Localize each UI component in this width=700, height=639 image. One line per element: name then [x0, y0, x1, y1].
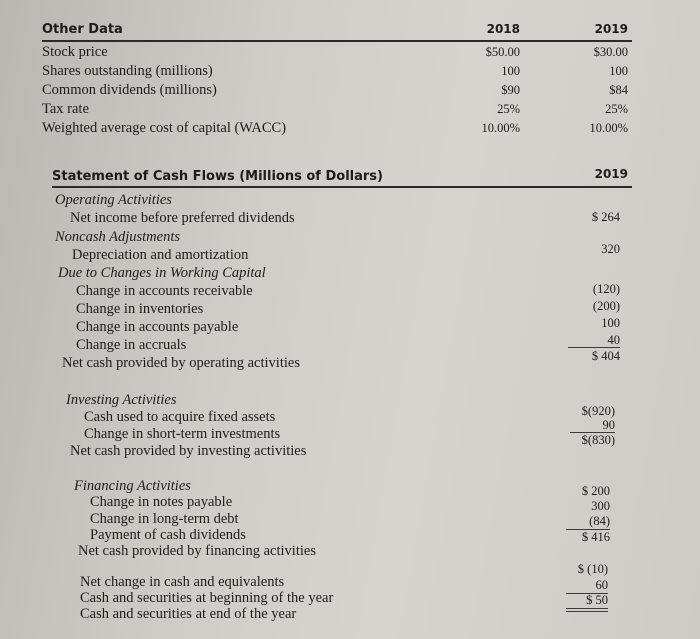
- depreciation-label: Depreciation and amortization: [72, 247, 249, 263]
- accounts-receivable-value: (120): [592, 282, 620, 296]
- inventories-value: (200): [592, 299, 620, 313]
- other-data-title: Other Data: [42, 22, 123, 37]
- value-2018-dividends: $90: [501, 83, 520, 97]
- accounts-payable-label: Change in accounts payable: [76, 319, 239, 335]
- row-label-stock-price: Stock price: [42, 44, 108, 60]
- cash-dividends-value: (84): [589, 514, 610, 528]
- financing-total-label: Net cash provided by financing activities: [78, 543, 316, 559]
- fixed-assets-label: Cash used to acquire fixed assets: [84, 409, 276, 425]
- value-2018-stock-price: $50.00: [485, 45, 520, 59]
- notes-payable-value: $ 200: [581, 484, 610, 498]
- ending-cash-value: $ 50: [586, 593, 608, 607]
- accounts-payable-value: 100: [601, 316, 620, 330]
- value-2019-tax-rate: 25%: [605, 102, 628, 116]
- short-term-investments-label: Change in short-term investments: [84, 426, 281, 442]
- net-income-value: $ 264: [591, 210, 620, 224]
- net-change-label: Net change in cash and equivalents: [80, 574, 285, 590]
- value-2019-shares: 100: [609, 64, 628, 78]
- long-term-debt-label: Change in long-term debt: [90, 511, 239, 527]
- value-2019-wacc: 10.00%: [589, 121, 628, 135]
- long-term-debt-value: 300: [591, 499, 610, 513]
- net-income-label: Net income before preferred dividends: [70, 210, 295, 226]
- operating-total-label: Net cash provided by operating activities: [62, 355, 300, 371]
- value-2018-tax-rate: 25%: [497, 102, 520, 116]
- financing-heading: Financing Activities: [74, 478, 191, 494]
- beginning-cash-value: 60: [595, 578, 608, 592]
- investing-total-label: Net cash provided by investing activities: [70, 443, 307, 459]
- value-2018-shares: 100: [501, 64, 520, 78]
- year-header-2018: 2018: [486, 22, 520, 36]
- notes-payable-label: Change in notes payable: [90, 494, 233, 510]
- operating-heading: Operating Activities: [55, 192, 172, 208]
- summary-double-rule-top: [566, 608, 608, 609]
- investing-total-value: $(830): [581, 433, 615, 447]
- header-rule: [42, 40, 632, 42]
- inventories-label: Change in inventories: [76, 301, 204, 317]
- accruals-value: 40: [607, 333, 620, 347]
- financing-total-value: $ 416: [581, 530, 610, 544]
- short-term-investments-value: 90: [602, 418, 615, 432]
- value-2019-stock-price: $30.00: [593, 45, 628, 59]
- row-label-tax-rate: Tax rate: [42, 101, 89, 117]
- operating-total-value: $ 404: [591, 349, 620, 363]
- working-capital-heading: Due to Changes in Working Capital: [58, 265, 266, 281]
- fixed-assets-value: $(920): [581, 404, 615, 418]
- noncash-heading: Noncash Adjustments: [55, 229, 180, 245]
- investing-heading: Investing Activities: [66, 392, 177, 408]
- accounts-receivable-label: Change in accounts receivable: [76, 283, 253, 299]
- value-2018-wacc: 10.00%: [481, 121, 520, 135]
- row-label-shares: Shares outstanding (millions): [42, 63, 213, 79]
- cash-flow-header-rule: [52, 186, 632, 188]
- cash-dividends-label: Payment of cash dividends: [90, 527, 246, 543]
- row-label-dividends: Common dividends (millions): [42, 82, 217, 98]
- operating-sum-rule: [568, 347, 620, 348]
- summary-double-rule-bottom: [566, 611, 608, 612]
- value-2019-dividends: $84: [609, 83, 628, 97]
- row-label-wacc: Weighted average cost of capital (WACC): [42, 120, 287, 136]
- depreciation-value: 320: [601, 242, 620, 256]
- beginning-cash-label: Cash and securities at beginning of the year: [80, 590, 334, 606]
- accruals-label: Change in accruals: [76, 337, 187, 353]
- net-change-value: $ (10): [577, 562, 608, 576]
- ending-cash-label: Cash and securities at end of the year: [80, 606, 297, 622]
- cash-flow-year: 2019: [594, 167, 628, 181]
- year-header-2019: 2019: [594, 22, 628, 36]
- cash-flow-title: Statement of Cash Flows (Millions of Dollars): [52, 169, 383, 184]
